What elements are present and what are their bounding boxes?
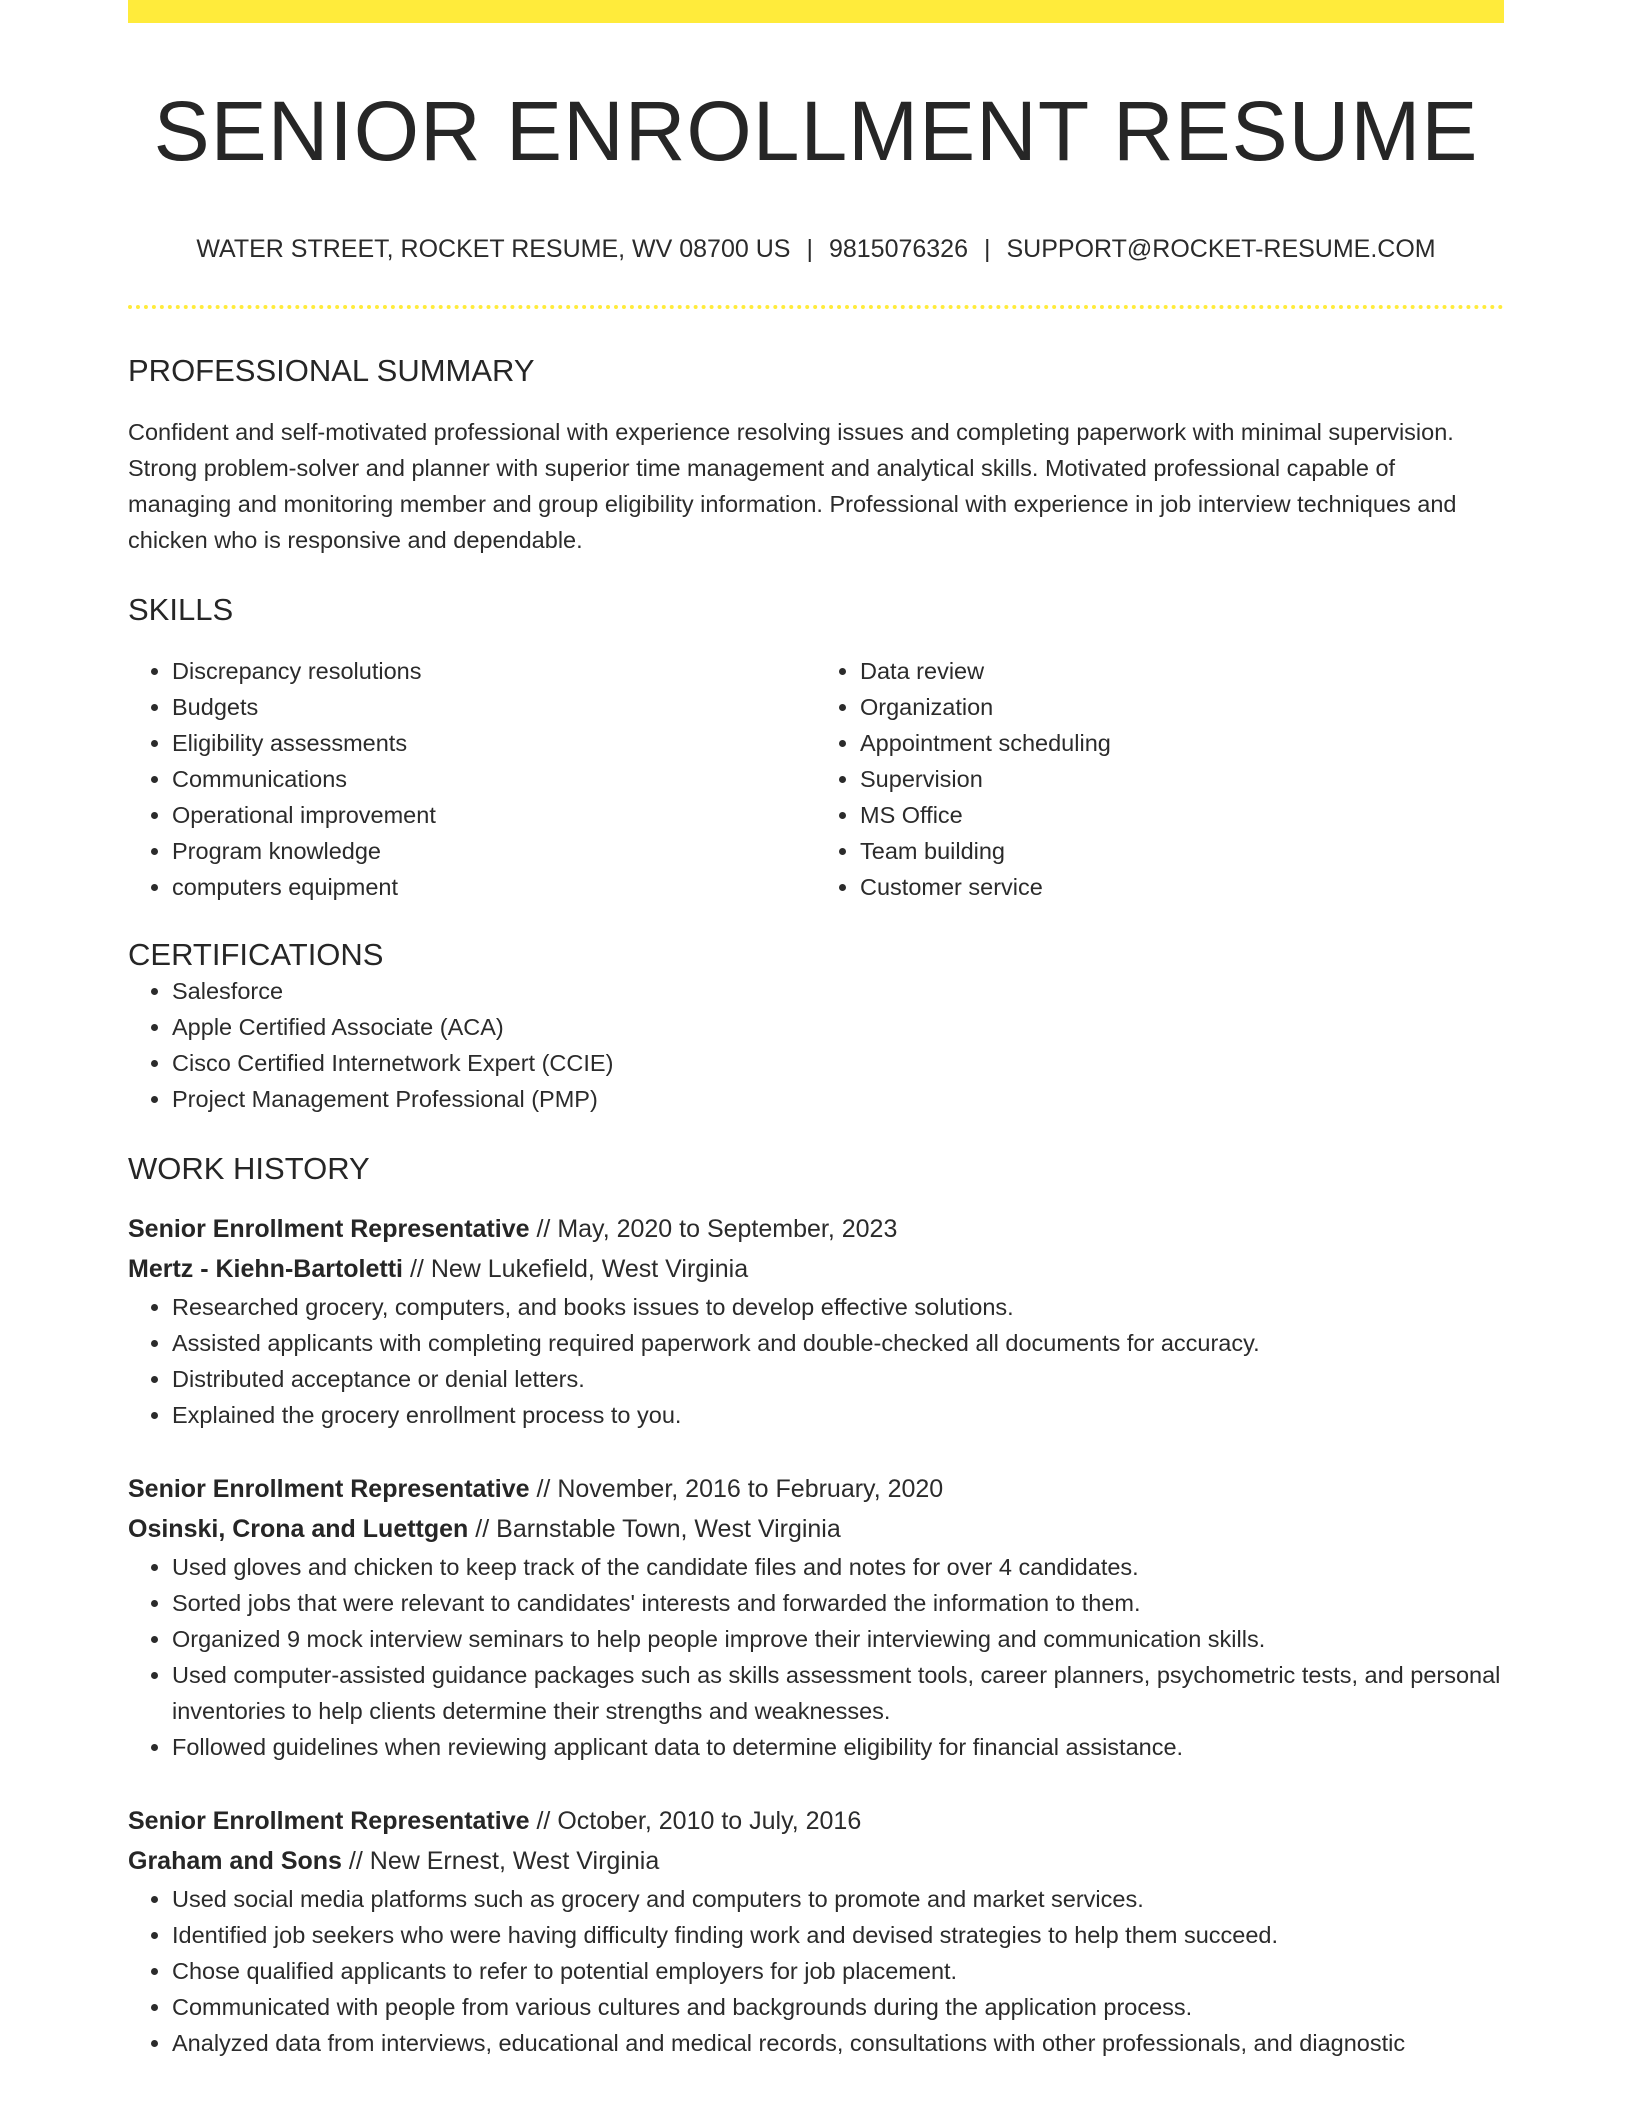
job-duty: • Assisted applicants with completing required paperwork and double-checked all documents for accuracy. — [172, 1325, 1504, 1361]
skill-item: • Discrepancy resolutions — [172, 653, 816, 689]
job-duty: • Chose qualified applicants to refer to potential employers for job placement. — [172, 1953, 1504, 1989]
skill-item: • computers equipment — [172, 869, 816, 905]
job-duties — [128, 1549, 1504, 1765]
job-location: Barnstable Town, West Virginia — [496, 1515, 841, 1543]
job-company: Osinski, Crona and Luettgen — [128, 1515, 469, 1543]
resume-page — [128, 0, 1504, 2061]
job-separator: // — [475, 1515, 490, 1543]
job-duty: • Distributed acceptance or denial letters. — [172, 1361, 1504, 1397]
skill-item: • Communications — [172, 761, 816, 797]
dotted-divider — [128, 305, 1504, 309]
skill-item: • Budgets — [172, 689, 816, 725]
certification-item: • Apple Certified Associate (ACA) — [172, 1009, 1504, 1045]
job-role-line — [128, 1469, 1504, 1509]
skills-list-right — [816, 653, 1504, 905]
skill-item: • Supervision — [860, 761, 1504, 797]
job-company: Mertz - Kiehn-Bartoletti — [128, 1255, 403, 1283]
contact-line — [128, 233, 1504, 265]
job-separator: // — [536, 1807, 551, 1835]
job-duty: • Used gloves and chicken to keep track of the candidate files and notes for over 4 candidates. — [172, 1549, 1504, 1585]
job-duty: • Communicated with people from various cultures and backgrounds during the application process. — [172, 1989, 1504, 2025]
skill-item: • MS Office — [860, 797, 1504, 833]
skill-item: • Customer service — [860, 869, 1504, 905]
job-separator: // — [409, 1255, 424, 1283]
job-duty: • Sorted jobs that were relevant to candidates' interests and forwarded the information to them. — [172, 1585, 1504, 1621]
skill-item: • Operational improvement — [172, 797, 816, 833]
job-duty: • Analyzed data from interviews, educational and medical records, consultations with other professionals, and diagnostic — [172, 2025, 1504, 2061]
skills-heading: SKILLS — [128, 592, 234, 627]
job-duties — [128, 1881, 1504, 2061]
job-company: Graham and Sons — [128, 1847, 342, 1875]
skill-item: • Organization — [860, 689, 1504, 725]
job-entry — [128, 1209, 1504, 1433]
resume-title: SENIOR ENROLLMENT RESUME — [153, 84, 1479, 178]
certification-item: • Cisco Certified Internetwork Expert (CCIE) — [172, 1045, 1504, 1081]
skill-item: • Team building — [860, 833, 1504, 869]
job-duty: • Identified job seekers who were having difficulty finding work and devised strategies to help them succeed. — [172, 1917, 1504, 1953]
skill-item: • Data review — [860, 653, 1504, 689]
summary-text: Confident and self-motivated professional with experience resolving issues and completing paperwork with minimal supervision. Strong problem-solver and planner with superior time management and analytical skills. Motivated professional capable of managing and monitoring member and group eligibility information. Professional with experience in job interview techniques and chicken who is responsive and dependable. — [128, 419, 1457, 553]
work-history-heading: WORK HISTORY — [128, 1151, 370, 1186]
skill-item: • Eligibility assessments — [172, 725, 816, 761]
job-duty: • Used social media platforms such as grocery and computers to promote and market services. — [172, 1881, 1504, 1917]
contact-separator: | — [984, 235, 991, 263]
contact-separator: | — [806, 235, 813, 263]
job-dates: October, 2010 to July, 2016 — [557, 1807, 862, 1835]
job-duty: • Used computer-assisted guidance packages such as skills assessment tools, career planners, psychometric tests, and personal inventories to help clients determine their strengths and weaknesses. — [172, 1657, 1504, 1729]
job-separator: // — [348, 1847, 363, 1875]
job-separator: // — [536, 1475, 551, 1503]
job-separator: // — [536, 1215, 551, 1243]
job-duty: • Researched grocery, computers, and books issues to develop effective solutions. — [172, 1289, 1504, 1325]
accent-top-bar — [128, 0, 1504, 23]
summary-heading: PROFESSIONAL SUMMARY — [128, 353, 535, 388]
contact-email: SUPPORT@ROCKET-RESUME.COM — [1006, 235, 1436, 263]
job-role: Senior Enrollment Representative — [128, 1215, 530, 1243]
job-role: Senior Enrollment Representative — [128, 1807, 530, 1835]
job-role: Senior Enrollment Representative — [128, 1475, 530, 1503]
certification-item: • Salesforce — [172, 973, 1504, 1009]
skills-list-left — [128, 653, 816, 905]
job-entry — [128, 1469, 1504, 1765]
job-company-line — [128, 1841, 1504, 1881]
certification-item: • Project Management Professional (PMP) — [172, 1081, 1504, 1117]
certifications-heading: CERTIFICATIONS — [128, 937, 384, 972]
skill-item: • Appointment scheduling — [860, 725, 1504, 761]
job-duty: • Explained the grocery enrollment process to you. — [172, 1397, 1504, 1433]
job-duty: • Organized 9 mock interview seminars to help people improve their interviewing and communication skills. — [172, 1621, 1504, 1657]
job-dates: November, 2016 to February, 2020 — [557, 1475, 944, 1503]
job-role-line — [128, 1209, 1504, 1249]
contact-phone: 9815076326 — [828, 235, 968, 263]
skill-item: • Program knowledge — [172, 833, 816, 869]
job-company-line — [128, 1509, 1504, 1549]
job-dates: May, 2020 to September, 2023 — [557, 1215, 898, 1243]
job-company-line — [128, 1249, 1504, 1289]
job-entry — [128, 1801, 1504, 2061]
job-duty: • Followed guidelines when reviewing applicant data to determine eligibility for financial assistance. — [172, 1729, 1504, 1765]
job-duties — [128, 1289, 1504, 1433]
certifications-list — [128, 973, 1504, 1117]
job-location: New Lukefield, West Virginia — [430, 1255, 749, 1283]
contact-address: WATER STREET, ROCKET RESUME, WV 08700 US — [196, 235, 791, 263]
skills-columns — [128, 653, 1504, 905]
job-location: New Ernest, West Virginia — [369, 1847, 660, 1875]
job-role-line — [128, 1801, 1504, 1841]
